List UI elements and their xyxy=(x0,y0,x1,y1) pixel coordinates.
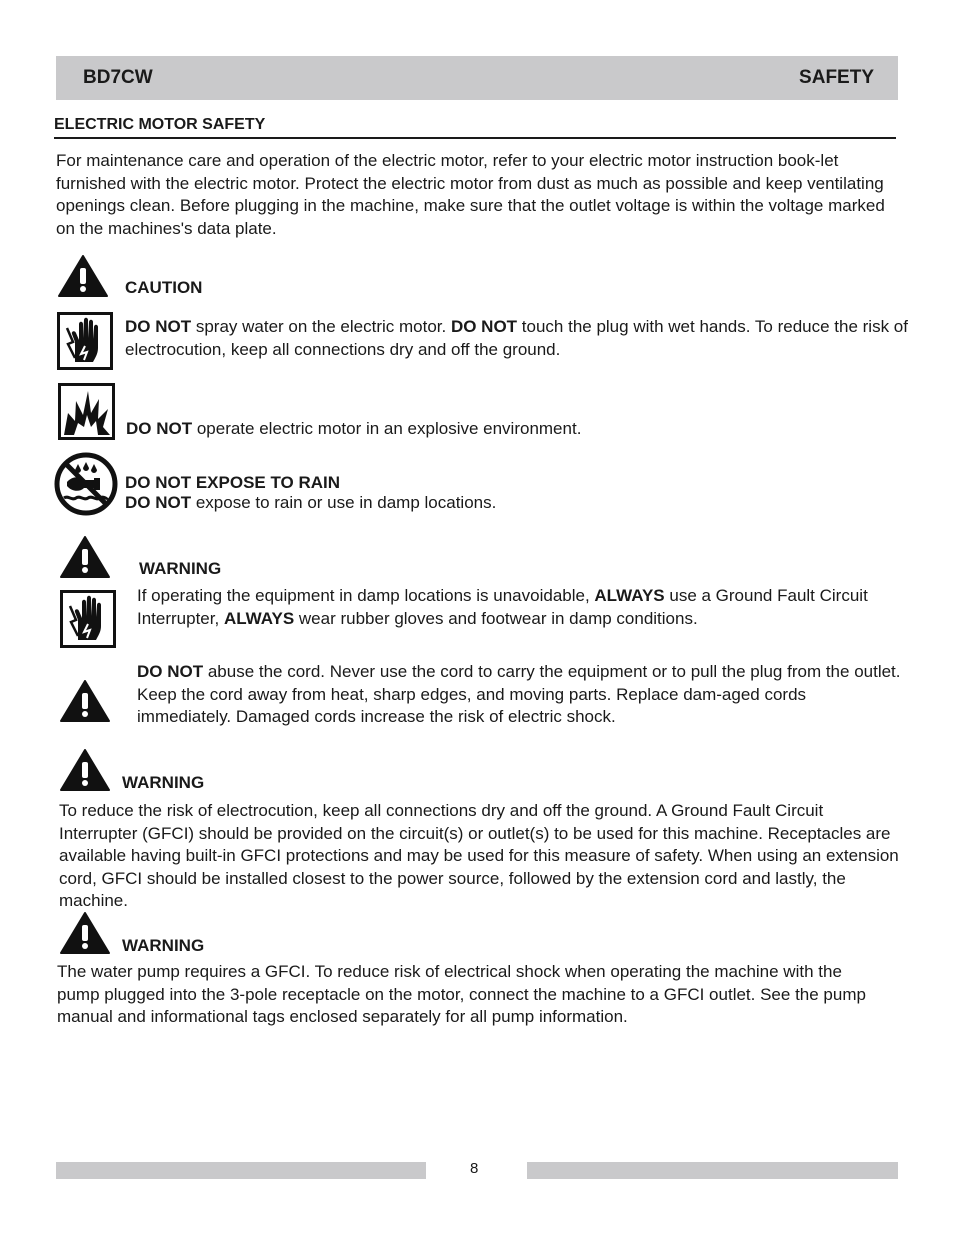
cord-warning-text: DO NOT abuse the cord. Never use the cord to carry the equipment or to pull the plug from the outlet. Keep the cord away from heat, sharp edges, and moving parts. Replace dam-aged cords immediately. Damaged cords increase the risk of electric shock. xyxy=(137,662,901,726)
footer-bar-left xyxy=(56,1162,426,1179)
electrocution-hand-icon xyxy=(60,590,116,648)
cord-warning-triangle-icon xyxy=(59,679,111,723)
section-title: ELECTRIC MOTOR SAFETY xyxy=(54,116,266,133)
warning-gfci-text: If operating the equipment in damp locations is unavoidable, ALWAYS use a Ground Fault Circuit Interrupter, ALWAYS wear rubber gloves and footwear in damp conditions. xyxy=(137,586,868,628)
caution-water-text: DO NOT spray water on the electric motor. DO NOT touch the plug with wet hands. To reduce the risk of electrocution, keep all connections dry and off the ground. xyxy=(125,317,908,359)
page-header xyxy=(56,56,898,100)
page-number: 8 xyxy=(470,1160,479,1177)
warning-label: WARNING xyxy=(122,936,205,955)
warning-triangle-icon xyxy=(59,911,111,955)
electrocution-hand-icon xyxy=(57,312,113,370)
footer-bar-right xyxy=(527,1162,898,1179)
warning-pump-text: The water pump requires a GFCI. To reduce risk of electrical shock when operating the machine with the pump plugged into the 3-pole receptacle on the motor, connect the machine to a GFCI outlet. See the pump manual and informational tags enclosed separately for all pump information. xyxy=(57,962,866,1026)
warning-label: WARNING xyxy=(139,559,222,578)
warning-triangle-icon xyxy=(59,535,111,579)
rain-text: DO NOT expose to rain or use in damp locations. xyxy=(125,493,497,512)
caution-label: CAUTION xyxy=(125,278,203,297)
no-rain-icon xyxy=(54,452,118,516)
caution-explosive-text: DO NOT operate electric motor in an explosive environment. xyxy=(126,419,582,438)
caution-triangle-icon xyxy=(57,254,109,298)
warning-electrocution-text: To reduce the risk of electrocution, keep all connections dry and off the ground. A Ground Fault Circuit Interrupter (GFCI) should be provided on the circuit(s) or outlet(s) to be used for this machine. Receptacles are available having built-in GFCI protections and may be used for this measure of safety. When using an extension cord, GFCI should be installed closest to the power source, followed by the extension cord and lastly, the machine. xyxy=(59,801,899,910)
intro-paragraph: For maintenance care and operation of the electric motor, refer to your electric motor instruction book-let furnished with the electric motor. Protect the electric motor from dust as much as possible and keep ventilating openings clean. Before plugging in the machine, make sure that the outlet voltage is within the voltage marked on the machines's data plate. xyxy=(56,151,885,238)
section-name: SAFETY xyxy=(799,67,874,88)
rain-title: DO NOT EXPOSE TO RAIN xyxy=(125,473,341,492)
explosion-icon xyxy=(58,383,115,440)
warning-triangle-icon xyxy=(59,748,111,792)
warning-label: WARNING xyxy=(122,773,205,792)
section-divider xyxy=(54,137,896,139)
model-name: BD7CW xyxy=(83,67,153,88)
